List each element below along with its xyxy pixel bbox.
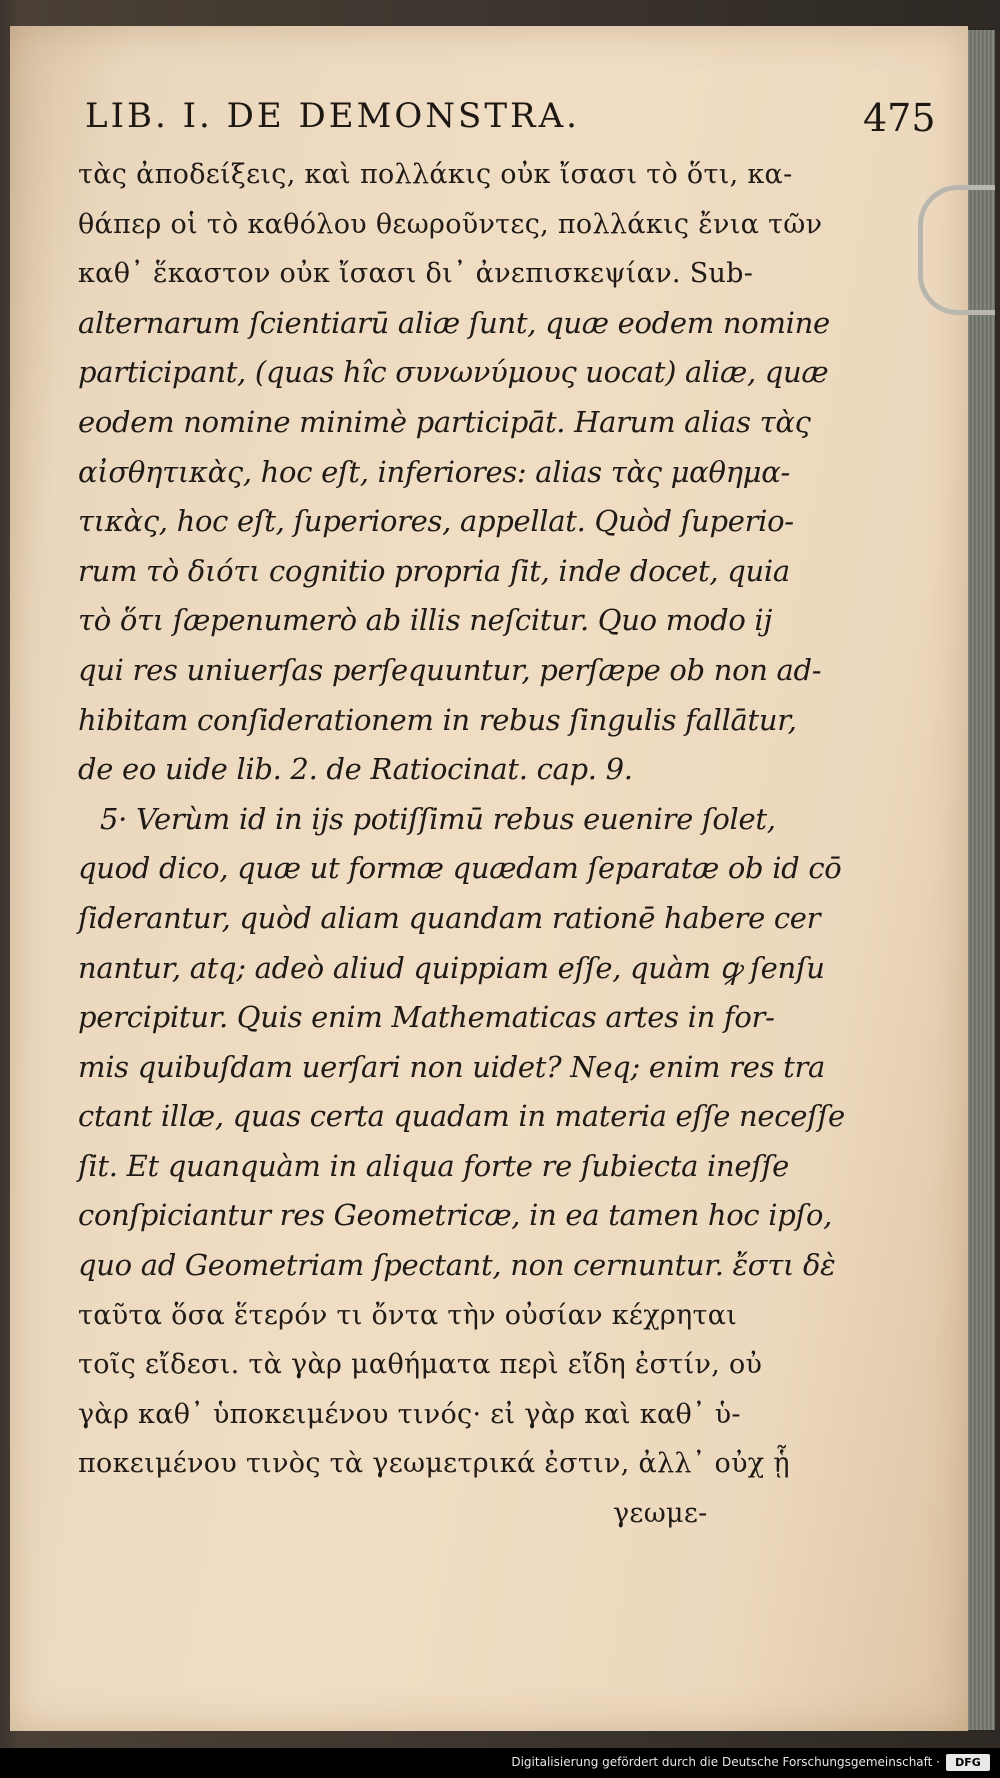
text-line: mis quibuſdam uerſari non uidet? Neq; enim res tra xyxy=(78,1049,826,1084)
text-line: τοῖς εἴδεσι. τὰ γὰρ μαθήματα περὶ εἴδη ἐστίν, οὐ xyxy=(78,1349,763,1381)
text-line: qui res uniuerſas perſequuntur, perſæpe ob non ad- xyxy=(78,652,822,687)
text-line: quod dico, quæ ut formæ quædam ſeparatæ ob id cō xyxy=(78,851,842,886)
text-line: conſpiciantur res Geometricæ, in ea tamen hoc ipſo, xyxy=(78,1198,833,1233)
text-line: αἰσθητικὰς, hoc eſt, inferiores: alias τὰς μαθημα- xyxy=(78,454,791,489)
text-line: θάπερ οἱ τὸ καθόλου θεωροῦντες, πολλάκις ἔνια τῶν xyxy=(78,208,823,240)
text-line: hibitam conſiderationem in rebus ſingulis fallātur, xyxy=(78,702,797,737)
running-head-title: LIB. I. DE DEMONSTRA. xyxy=(85,96,580,136)
text-line: τὸ ὅτι ſæpenumerò ab illis neſcitur. Quo modo ij xyxy=(78,603,773,638)
text-line: τικὰς, hoc eſt, ſuperiores, appellat. Quòd ſuperio- xyxy=(78,504,794,539)
text-line: quo ad Geometriam ſpectant, non cernuntur. ἔστι δὲ xyxy=(78,1248,836,1283)
text-line: ctant illæ, quas certa quadam in materia eſſe neceſſe xyxy=(78,1099,845,1134)
text-line: 5· Verùm id in ijs potiſſimū rebus euenire ſolet, xyxy=(100,801,776,836)
text-line: ποκειμένου τινὸς τὰ γεωμετρικά ἐστιν, ἀλλ᾽ οὐχ ᾗ xyxy=(78,1448,790,1480)
page-number: 475 xyxy=(863,96,936,140)
body-text xyxy=(78,150,958,1539)
catchword: γεωμε- xyxy=(613,1498,708,1530)
text-line: rum τὸ διότι cognitio propria ſit, inde docet, quia xyxy=(78,553,790,588)
text-line: γὰρ καθ᾽ ὑποκειμένου τινός· εἰ γὰρ καὶ καθ᾽ ὑ- xyxy=(78,1398,741,1430)
text-line: alternarum ſcientiarū aliæ ſunt, quæ eodem nomine xyxy=(78,305,830,340)
text-line: de eo uide lib. 2. de Ratiocinat. cap. 9. xyxy=(78,752,633,787)
text-line: ταῦτα ὅσα ἕτερόν τι ὄντα τὴν οὐσίαν κέχρηται xyxy=(78,1299,738,1331)
dfg-logo: DFG xyxy=(946,1754,990,1771)
text-line: τὰς ἀποδείξεις, καὶ πολλάκις οὐκ ἴσασι τὸ ὅτι, κα- xyxy=(78,159,793,190)
running-head xyxy=(85,96,955,146)
text-line: eodem nomine minimè participāt. Harum alias τὰς xyxy=(78,404,811,439)
text-line: nantur, atq; adeò aliud quippiam eſſe, quàm ꝙ ſenſu xyxy=(78,950,825,985)
text-line: καθ᾽ ἕκαστον οὐκ ἴσασι δι᾽ ἀνεπισκεψίαν. Sub- xyxy=(78,258,754,290)
text-line: ſit. Et quanquàm in aliqua forte re ſubiecta ineſſe xyxy=(78,1148,789,1183)
footer-credit: Digitalisierung gefördert durch die Deutsche Forschungsgemeinschaft · xyxy=(511,1755,940,1769)
text-line: percipitur. Quis enim Mathematicas artes in for- xyxy=(78,1000,775,1035)
footer-bar xyxy=(0,1748,1000,1778)
text-line: participant, (quas hîc συνωνύμους uocat) aliæ, quæ xyxy=(78,355,829,390)
text-line: ſiderantur, quòd aliam quandam rationē habere cer xyxy=(78,900,821,935)
